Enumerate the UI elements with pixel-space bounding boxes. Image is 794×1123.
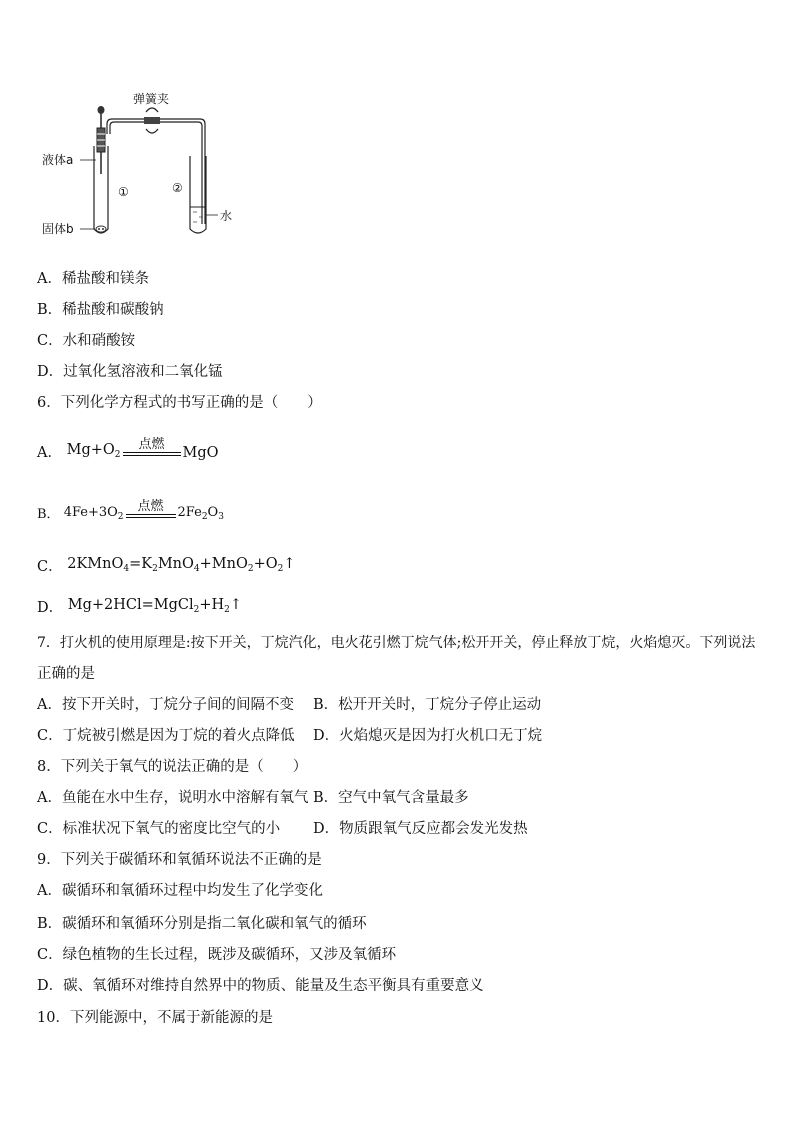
q9-option-a: A．碳循环和氧循环过程中均发生了化学变化 <box>37 883 323 899</box>
q7-option-a: A．按下开关时，丁烷分子间的间隔不变 <box>37 697 294 713</box>
q6-option-d: D． $Mg+2HCl=MgCl_2+H_2↑$ <box>37 597 243 616</box>
spring-clip-label: 弹簧夹 <box>133 92 170 106</box>
q6-b-condition-label: 点燃 <box>137 499 164 514</box>
q6-d-prefix: D． <box>37 599 64 616</box>
solid-b-label: 固体b <box>42 222 74 236</box>
tube-2-label: ② <box>172 181 183 195</box>
q5-option-c: C．水和硝酸铵 <box>37 333 136 349</box>
q8-stem: 8．下列关于氧气的说法正确的是（ ） <box>37 759 308 775</box>
apparatus-diagram <box>40 84 260 244</box>
liquid-a-label: 液体a <box>42 153 74 167</box>
q6-c-prefix: C． <box>37 558 63 575</box>
q6-option-a: A． $Mg+O_2$ 点燃 MgO <box>37 436 219 461</box>
q6-a-condition-label: 点燃 <box>138 436 165 452</box>
q9-option-d: D．碳、氧循环对维持自然界中的物质、能量及生态平衡具有重要意义 <box>37 978 484 994</box>
q6-stem: 6．下列化学方程式的书写正确的是（ ） <box>37 395 322 411</box>
test-tube-2 <box>190 156 206 233</box>
q5-option-a: A．稀盐酸和镁条 <box>37 271 149 287</box>
q5-option-b: B．稀盐酸和碳酸钠 <box>37 302 164 318</box>
water-label: 水 <box>220 209 233 223</box>
q6-a-condition <box>123 438 181 456</box>
spring-clip-icon <box>144 108 160 133</box>
q7-option-d: D．火焰熄灭是因为打火机口无丁烷 <box>313 728 543 744</box>
q8-option-a: A．鱼能在水中生存，说明水中溶解有氧气 <box>37 790 309 806</box>
q6-option-c: C． $2KMnO_4=K_2MnO_4+MnO_2+O_2↑$ <box>37 556 296 575</box>
q9-stem: 9．下列关于碳循环和氧循环说法不正确的是 <box>37 852 322 868</box>
q7-stem-line2: 正确的是 <box>37 666 95 682</box>
q5-option-d: D．过氧化氢溶液和二氧化锰 <box>37 364 223 380</box>
q7-option-b: B．松开开关时，丁烷分子停止运动 <box>313 697 542 713</box>
tube-1-label: ① <box>118 185 129 199</box>
q8-option-c: C．标准状况下氧气的密度比空气的小 <box>37 821 281 837</box>
q6-option-b: B． $4Fe+3O_2$ 点燃 $2Fe_2O_3$ <box>37 503 224 527</box>
q7-option-c: C．丁烷被引燃是因为丁烷的着火点降低 <box>37 728 295 744</box>
q7-stem-line1: 7．打火机的使用原理是:按下开关，丁烷汽化，电火花引燃丁烷气体;松开开关，停止释放丁烷，火焰熄灭。下列说法 <box>37 635 756 651</box>
funnel-top-icon <box>98 106 105 114</box>
q6-a-prefix: A． <box>37 444 62 461</box>
apparatus-figure <box>40 84 260 244</box>
q6-b-condition <box>126 500 176 518</box>
q6-b-prefix: B． <box>37 507 60 522</box>
q10-stem: 10．下列能源中，不属于新能源的是 <box>37 1010 273 1026</box>
q9-option-b: B．碳循环和氧循环分别是指二氧化碳和氧气的循环 <box>37 916 367 932</box>
q8-option-b: B．空气中氧气含量最多 <box>313 790 469 806</box>
q8-option-d: D．物质跟氧气反应都会发光发热 <box>313 821 528 837</box>
q9-option-c: C．绿色植物的生长过程，既涉及碳循环，又涉及氧循环 <box>37 947 397 963</box>
